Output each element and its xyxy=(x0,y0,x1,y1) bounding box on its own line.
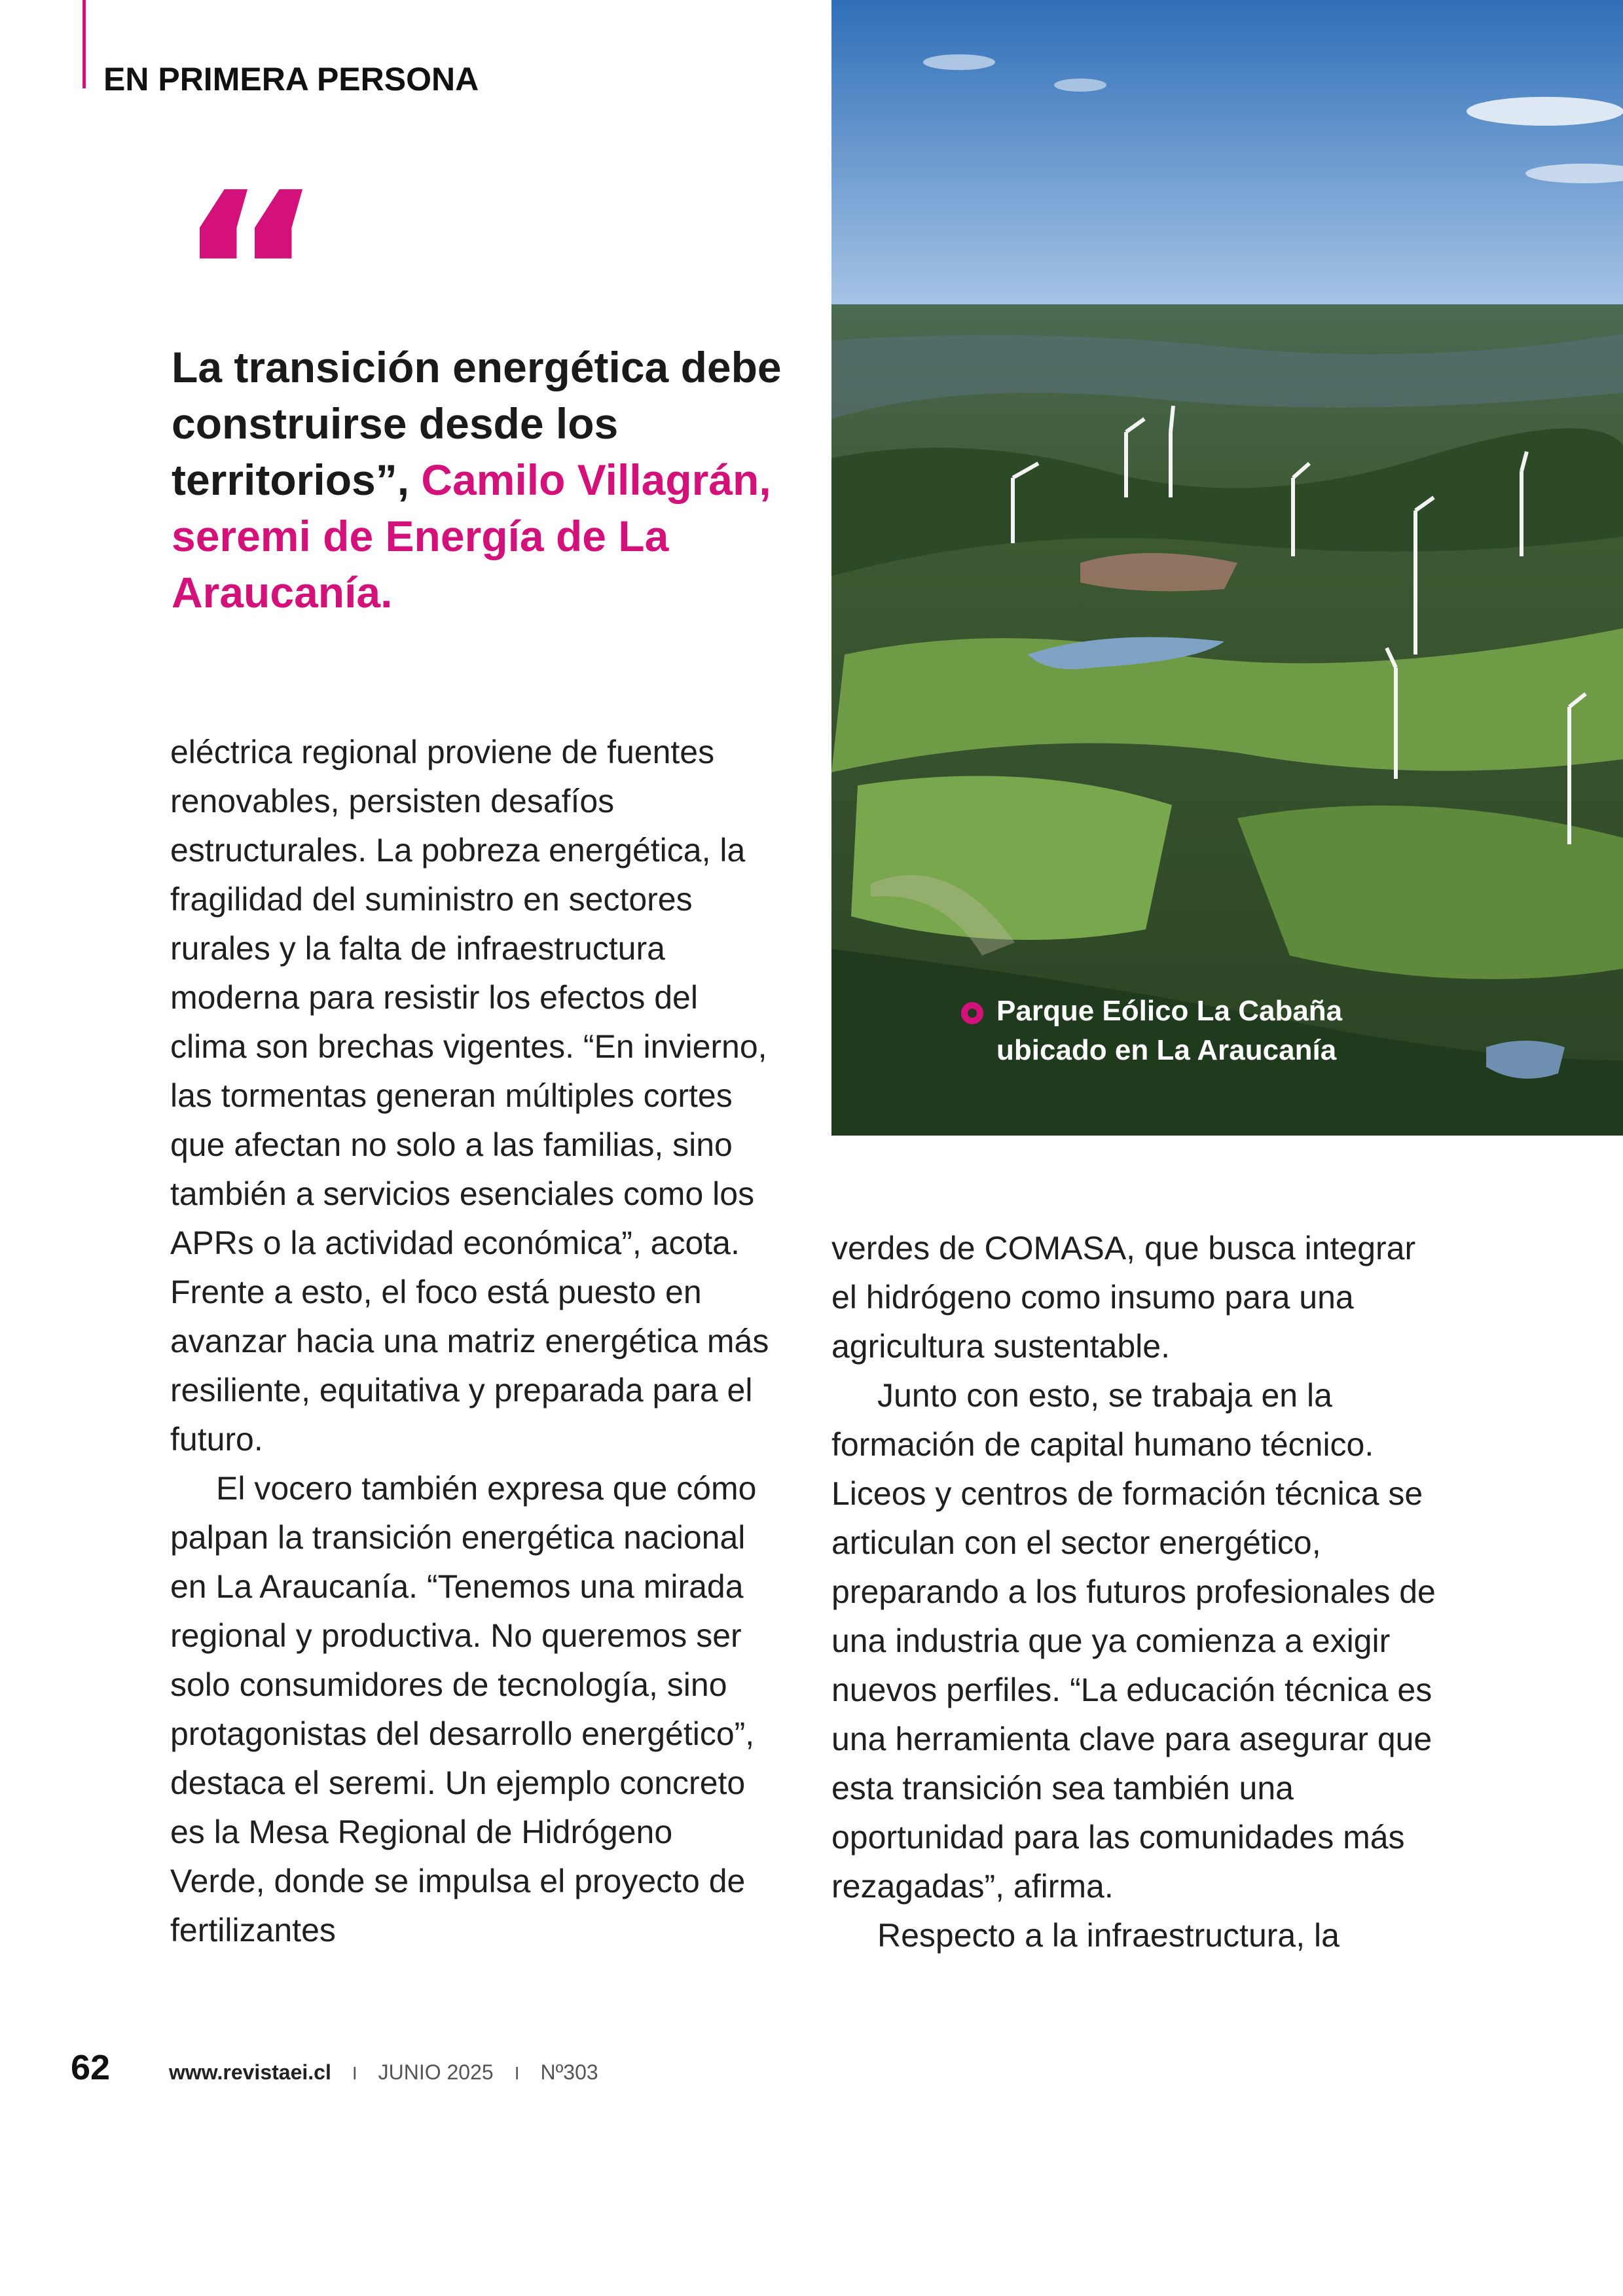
footer-separator: I xyxy=(352,2063,357,2083)
page-number: 62 xyxy=(71,2048,111,2087)
wind-farm-landscape xyxy=(831,0,1623,1136)
wind-farm-photo xyxy=(831,0,1623,1136)
caption-ring-icon xyxy=(961,1002,983,1024)
left-column xyxy=(170,728,773,1955)
page-footer xyxy=(71,2047,598,2088)
quote-mark-icon: “ xyxy=(177,145,323,404)
pull-quote xyxy=(172,339,793,620)
photo-caption-text: Parque Eólico La Cabaña ubicado en La Araucanía xyxy=(996,995,1343,1066)
right-column xyxy=(831,1224,1447,1960)
paragraph: verdes de COMASA, que busca integrar el hidrógeno como insumo para una agricultura sustentable. xyxy=(831,1230,1416,1365)
paragraph: eléctrica regional proviene de fuentes renovables, persisten desafíos estructurales. La pobreza energética, la fragilidad del suministro en sectores rurales y la falta de infraestructura moderna para resistir los efectos del clima son brechas vigentes. “En invierno, las tormentas generan múltiples cortes que afectan no solo a las familias, sino también a servicios esenciales como los APRs o la actividad económica”, acota. Frente a esto, el foco está puesto en avanzar hacia una matriz energética más resiliente, equitativa y preparada para el futuro. xyxy=(170,734,769,1458)
paragraph: Junto con esto, se trabaja en la formación de capital humano técnico. Liceos y centros de formación técnica se articulan con el sector energético, preparando a los futuros profesionales de una industria que ya comienza a exigir nuevos perfiles. “La educación técnica es una herramienta clave para asegurar que esta transición sea también una oportunidad para las comunidades más rezagadas”, afirma. xyxy=(831,1377,1436,1905)
section-title: EN PRIMERA PERSONA xyxy=(103,61,479,98)
pull-quote-author: Camilo Villagrán, seremi de Energía de La Araucanía. xyxy=(172,456,771,617)
issue-date: JUNIO 2025 xyxy=(378,2060,494,2084)
paragraph: El vocero también expresa que cómo palpan la transición energética nacional en La Araucanía. “Tenemos una mirada regional y productiva. No queremos ser solo consumidores de tecnología, sino protagonistas del desarrollo energético”, destaca el seremi. Un ejemplo concreto es la Mesa Regional de Hidrógeno Verde, donde se impulsa el proyecto de fertilizantes xyxy=(170,1470,757,1948)
issue-number: Nº303 xyxy=(540,2060,598,2084)
paragraph: Respecto a la infraestructura, la xyxy=(877,1917,1340,1954)
section-rule xyxy=(82,0,86,88)
pull-quote-text: La transición energética debe construirse desde los territorios”, xyxy=(172,343,782,504)
website-link[interactable]: www.revistaei.cl xyxy=(169,2060,331,2084)
photo-caption xyxy=(961,992,1363,1070)
footer-separator: I xyxy=(514,2063,520,2083)
